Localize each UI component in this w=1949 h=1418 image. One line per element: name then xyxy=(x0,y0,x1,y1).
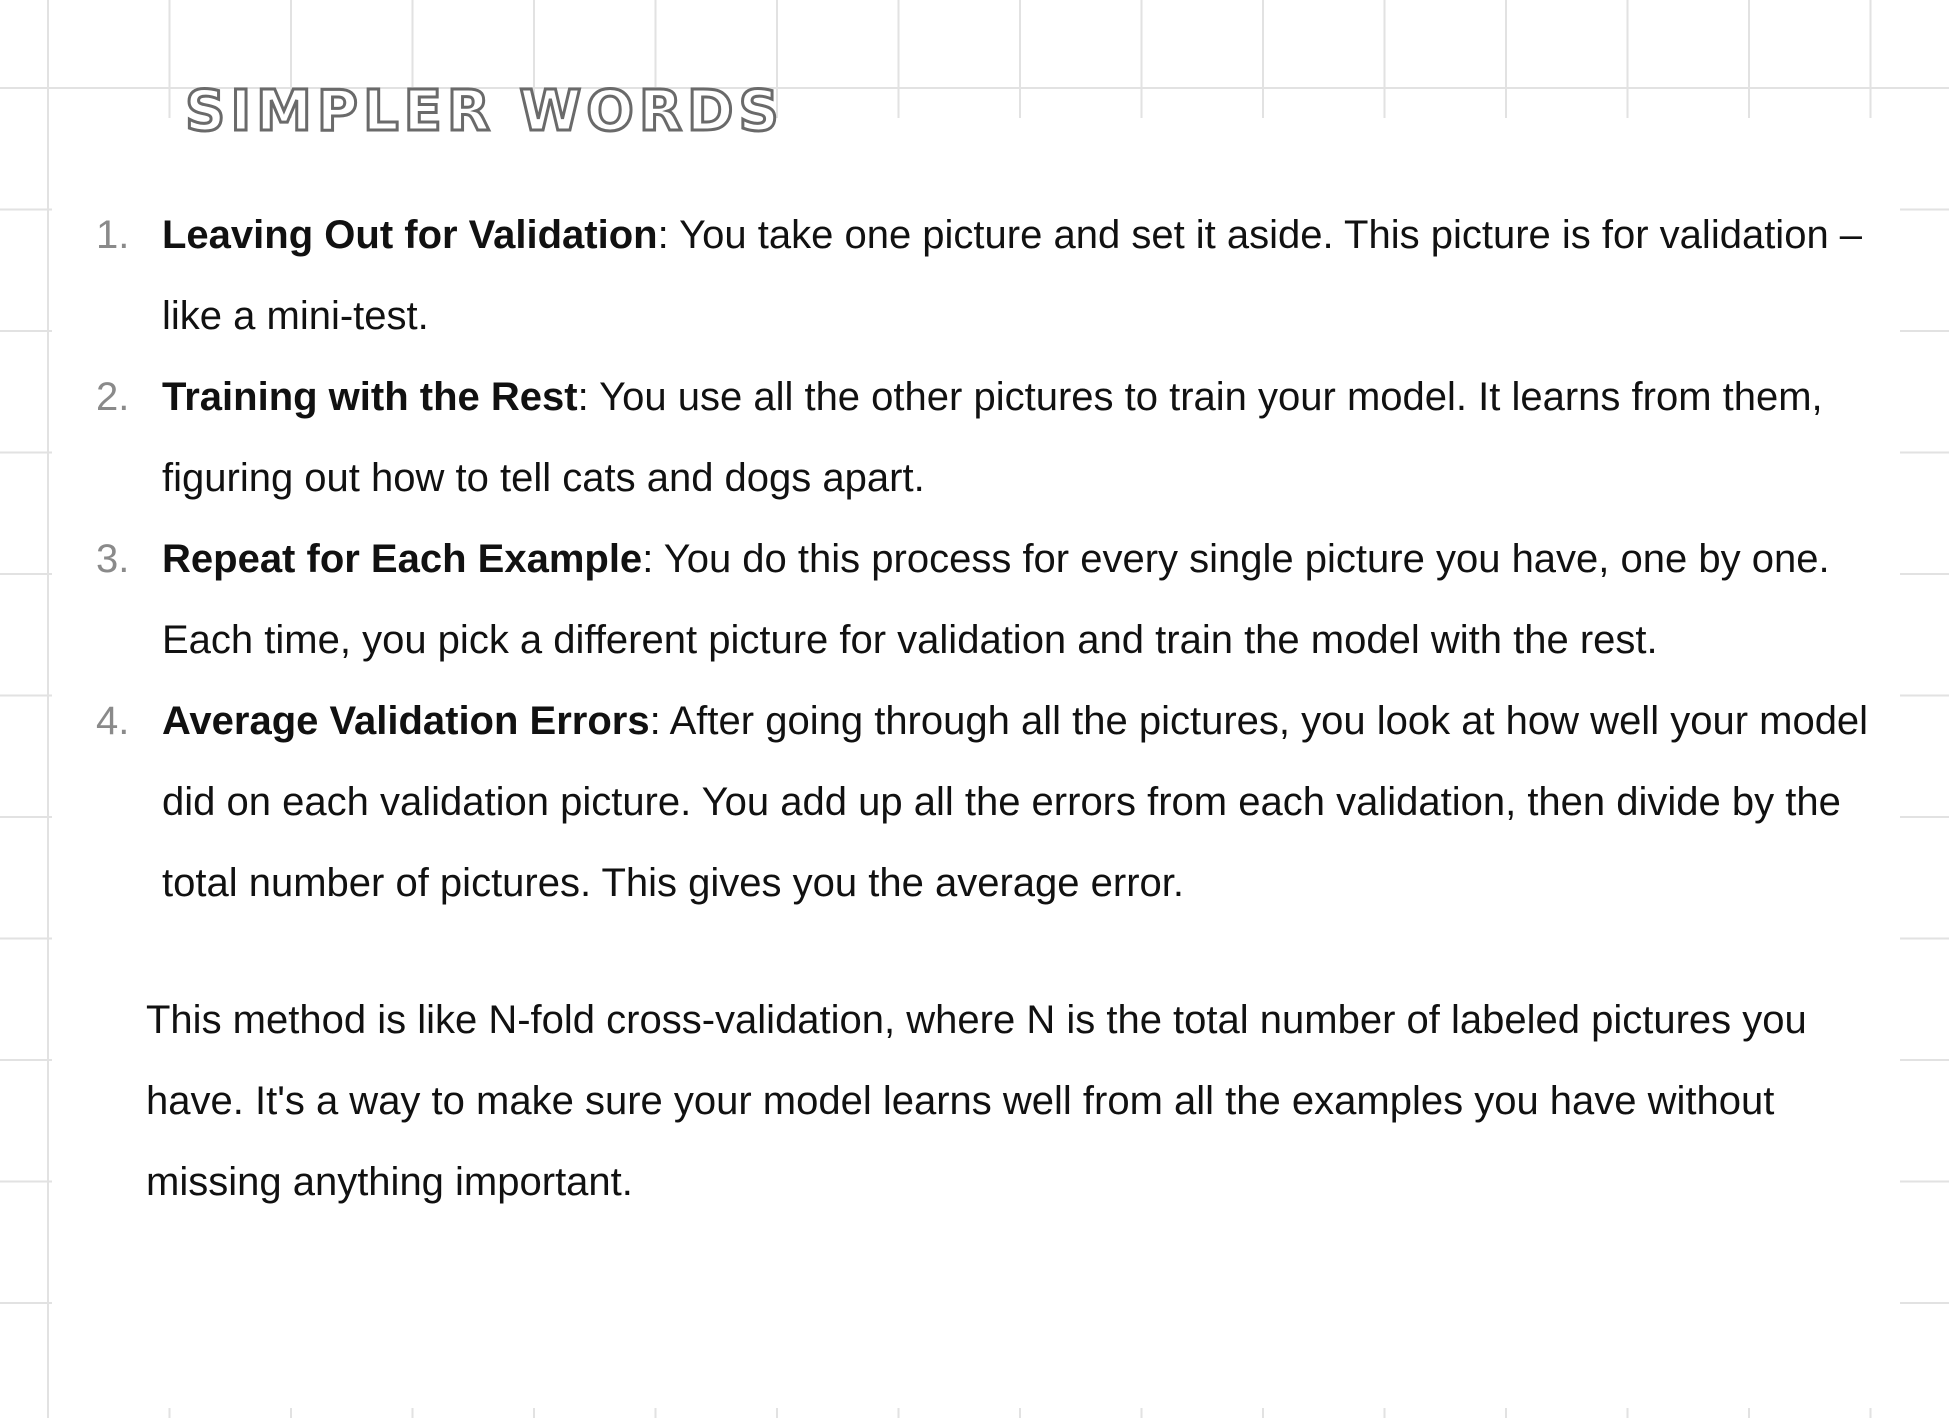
step-text: : You do this process for every single picture you have, one by one. Each time, you pick a different picture for validation and train the model with the rest. xyxy=(162,537,1830,662)
step-term: Repeat for Each Example xyxy=(162,537,643,581)
step-item xyxy=(96,519,1871,681)
step-number: 3. xyxy=(96,537,130,581)
step-text: : You take one picture and set it aside. This picture is for validation – like a mini-test. xyxy=(162,213,1863,338)
steps-list xyxy=(96,195,1871,924)
step-text: : After going through all the pictures, you look at how well your model did on each validation picture. You add up all the errors from each validation, then divide by the total number of pictures. This gives you the average error. xyxy=(162,699,1869,905)
step-text: : You use all the other pictures to train your model. It learns from them, figuring out how to tell cats and dogs apart. xyxy=(162,375,1823,500)
step-item xyxy=(96,357,1871,519)
summary-paragraph: This method is like N-fold cross-validation, where N is the total number of labeled pictures you have. It's a way to make sure your model learns well from all the examples you have without missing anything important. xyxy=(146,998,1807,1204)
step-number: 2. xyxy=(96,375,130,419)
step-term: Leaving Out for Validation xyxy=(162,213,658,257)
step-number: 1. xyxy=(96,213,130,257)
step-item xyxy=(96,195,1871,357)
explanation-content xyxy=(96,195,1871,1223)
step-term: Average Validation Errors xyxy=(162,699,650,743)
step-term: Training with the Rest xyxy=(162,375,578,419)
step-number: 4. xyxy=(96,699,130,743)
handwritten-heading: SIMPLER WORDS xyxy=(185,79,784,144)
step-item xyxy=(96,681,1871,924)
